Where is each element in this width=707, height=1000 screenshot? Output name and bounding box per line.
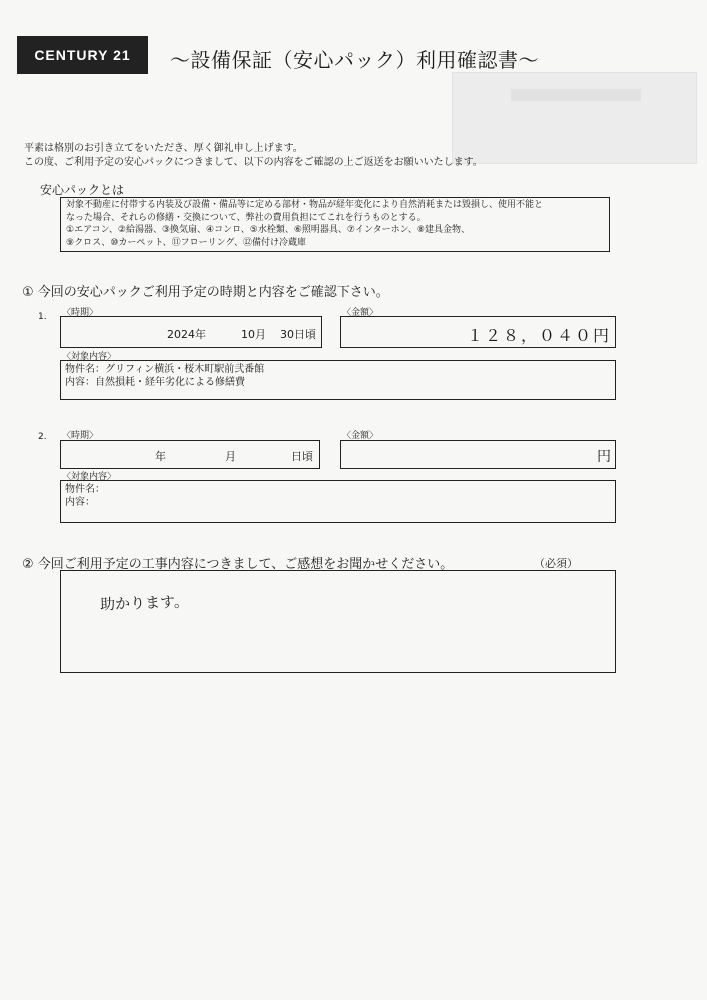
entry2-amount-label: 〈金額〉: [342, 431, 379, 441]
entry2-amount-box[interactable]: [340, 440, 616, 469]
section1-heading: ① 今回の安心パックご利用予定の時期と内容をご確認下さい。: [22, 285, 389, 300]
entry2-period-label: 〈時期〉: [62, 431, 99, 441]
entry1-period-box[interactable]: [60, 316, 322, 348]
entry2-period-day: 日頃: [291, 450, 313, 463]
anshin-pack-description-box: [60, 197, 610, 252]
entry1-target-label: 〈対象内容〉: [62, 352, 117, 362]
intro-line-2: この度、ご利用予定の安心パックにつきまして、以下の内容をご確認の上ご返送をお願いいたします。: [24, 157, 483, 168]
entry1-period-label: 〈時期〉: [62, 308, 99, 318]
entry1-period-day: 30日頃: [280, 328, 316, 341]
anshin-pack-heading: 安心パックとは: [40, 183, 125, 197]
anshin-pack-line-1: 対象不動産に付帯する内装及び設備・備品等に定める部材・物品が経年変化により自然消耗または毀損し、使用不能と: [66, 200, 544, 210]
entry2-period-box[interactable]: [60, 440, 320, 469]
entry1-content: 内容：自然損耗・経年劣化による修繕費: [65, 377, 245, 388]
faded-stamp-area: [452, 72, 697, 164]
intro-text: [24, 142, 483, 170]
section2-heading: ② 今回ご利用予定の工事内容につきまして、ご感想をお聞かせください。: [22, 557, 454, 572]
entry1-target-box[interactable]: [60, 360, 616, 400]
century21-logo: CENTURY 21: [17, 36, 148, 74]
document-title: ～設備保証（安心パック）利用確認書～: [170, 48, 539, 72]
intro-line-1: 平素は格別のお引き立てをいただき、厚く御礼申し上げます。: [24, 143, 303, 154]
entry1-amount-value: １２８，０４０円: [466, 326, 611, 345]
entry2-target-label: 〈対象内容〉: [62, 472, 117, 482]
entry2-number: 2.: [38, 432, 47, 442]
entry2-target-box[interactable]: [60, 480, 616, 523]
anshin-pack-line-2: なった場合、それらの修繕・交換について、弊社の費用負担にてこれを行うものとする。: [66, 212, 426, 223]
handwritten-feedback: 助かります。: [99, 592, 190, 614]
entry1-period-year: 2024年: [167, 328, 206, 341]
entry1-period-month: 10月: [241, 328, 266, 341]
entry2-period-month: 月: [225, 450, 236, 463]
required-marker: （必須）: [534, 557, 578, 570]
entry2-content: 内容：: [65, 497, 95, 508]
anshin-pack-line-3: ①エアコン、②給湯器、③換気扇、④コンロ、⑤水栓類、⑥照明器具、⑦インターホン、⑧建具金物、: [66, 225, 470, 235]
entry2-property: 物件名：: [65, 484, 105, 495]
entry1-amount-label: 〈金額〉: [342, 308, 379, 318]
entry2-period-year: 年: [155, 450, 166, 463]
anshin-pack-line-4: ⑨クロス、⑩カーペット、⑪フローリング、⑫備付け冷蔵庫: [66, 237, 307, 248]
entry1-number: 1.: [38, 312, 47, 322]
entry1-amount-box[interactable]: [340, 316, 616, 348]
feedback-box[interactable]: [60, 570, 616, 673]
entry1-property: 物件名：グリフィン横浜・桜木町駅前弐番館: [65, 364, 265, 375]
entry2-amount-value: 円: [597, 449, 611, 465]
